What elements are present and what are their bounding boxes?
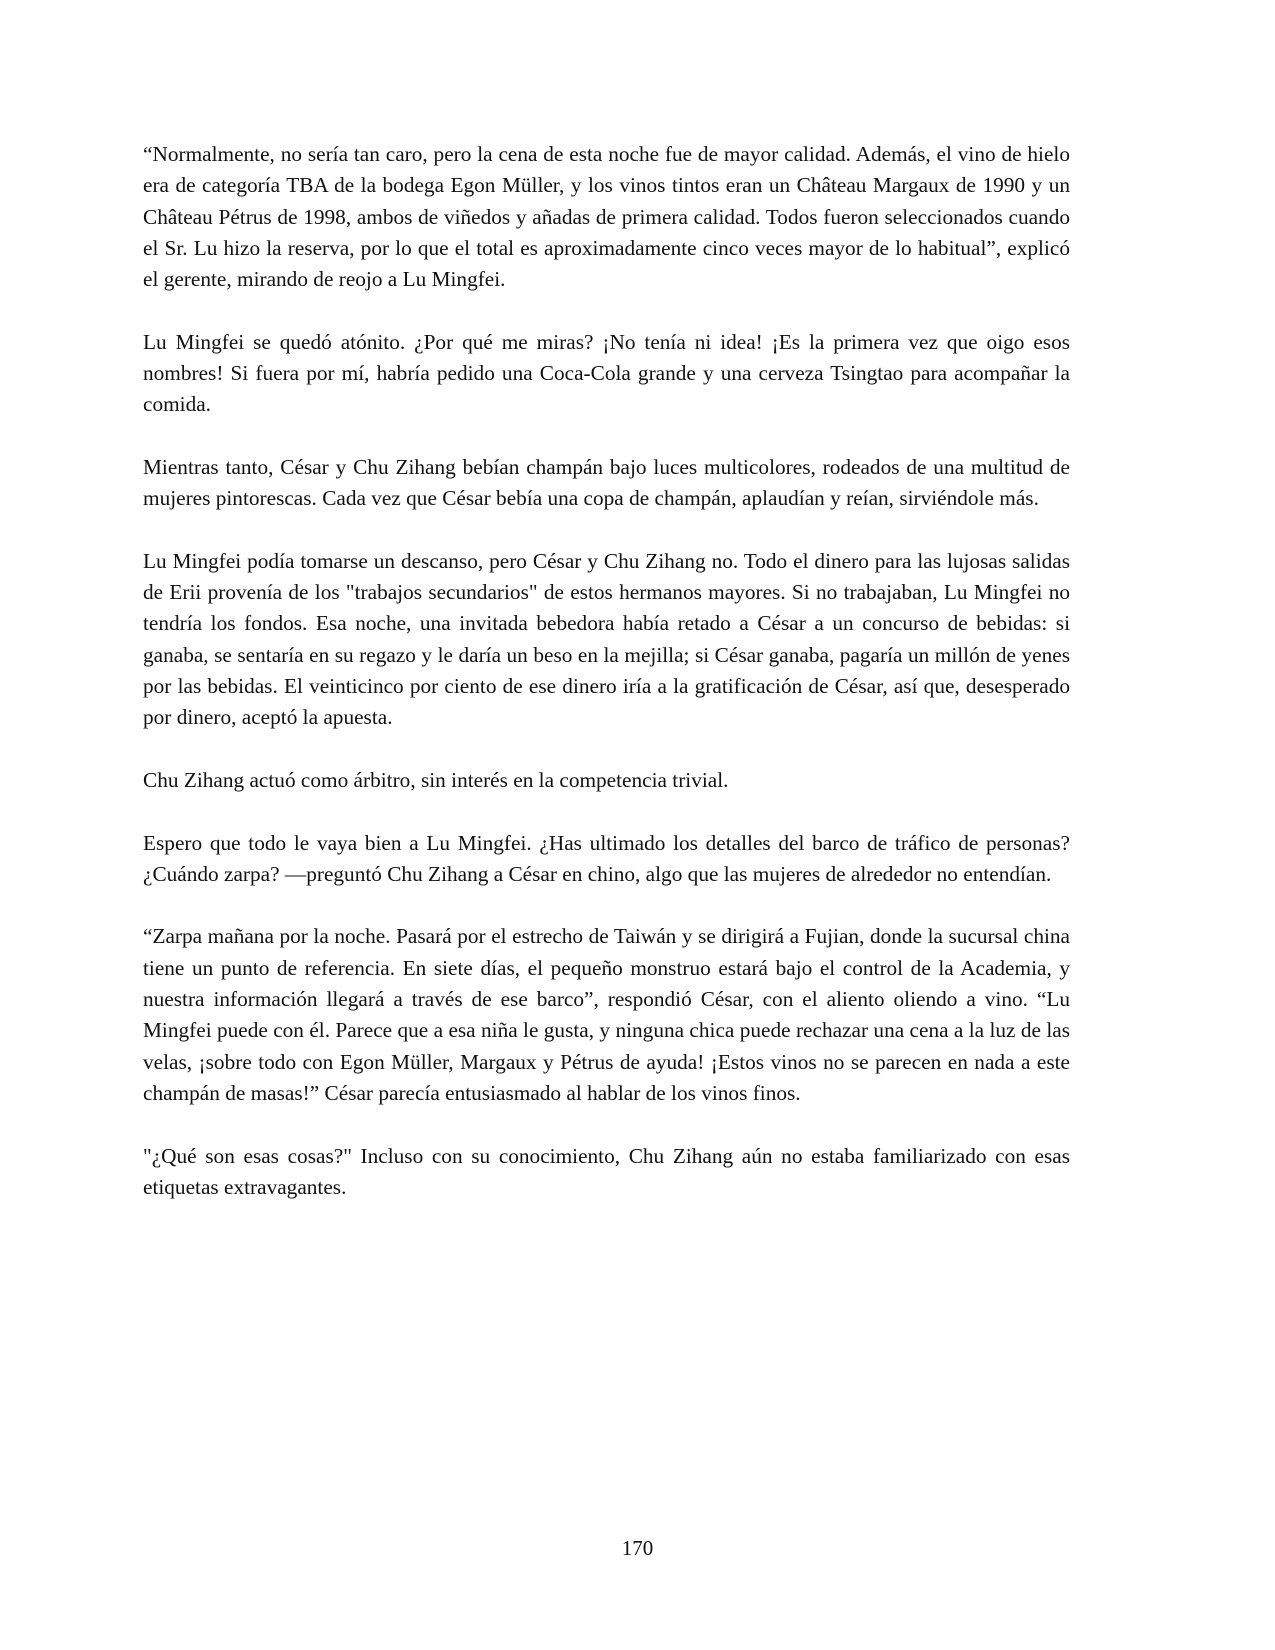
paragraph-5: Chu Zihang actuó como árbitro, sin interés en la competencia trivial. [143,767,729,792]
paragraph-4: Lu Mingfei podía tomarse un descanso, pero César y Chu Zihang no. Todo el dinero para las lujosas salidas de Erii provenía de los "trabajos secundarios" de estos hermanos mayores. Si no trabajaban, Lu Mingfei no tendría los fondos. Esa noche, una invitada bebedora había retado a César a un concurso de bebidas: si ganaba, se sentaría en su regazo y le daría un beso en la mejilla; si César ganaba, pagaría un millón de yenes por las bebidas. El veinticinco por ciento de ese dinero iría a la gratificación de César, así que, desesperado por dinero, aceptó la apuesta. [143,548,1070,730]
page-number: 170 [621,1536,654,1560]
paragraph-8: "¿Qué son esas cosas?" Incluso con su conocimiento, Chu Zihang aún no estaba familiarizado con esas etiquetas extravagantes. [143,1143,1070,1199]
paragraph-7: “Zarpa mañana por la noche. Pasará por el estrecho de Taiwán y se dirigirá a Fujian, donde la sucursal china tiene un punto de referencia. En siete días, el pequeño monstruo estará bajo el control de la Academia, y nuestra información llegará a través de ese barco”, respondió César, con el aliento oliendo a vino. “Lu Mingfei puede con él. Parece que a esa niña le gusta, y ninguna chica puede rechazar una cena a la luz de las velas, ¡sobre todo con Egon Müller, Margaux y Pétrus de ayuda! ¡Estos vinos no se parecen en nada a este champán de masas!” César parecía entusiasmado al hablar de los vinos finos. [143,924,1070,1105]
paragraph-1: “Normalmente, no sería tan caro, pero la cena de esta noche fue de mayor calidad. Además, el vino de hielo era de categoría TBA de la bodega Egon Müller, y los vinos tintos eran un Château Margaux de 1990 y un Château Pétrus de 1998, ambos de viñedos y añadas de primera calidad. Todos fueron seleccionados cuando el Sr. Lu hizo la reserva, por lo que el total es aproximadamente cinco veces mayor de lo habitual”, explicó el gerente, mirando de reojo a Lu Mingfei. [143,142,1070,292]
paragraph-2: Lu Mingfei se quedó atónito. ¿Por qué me miras? ¡No tenía ni idea! ¡Es la primera vez que oigo esos nombres! Si fuera por mí, habría pedido una Coca-Cola grande y una cerveza Tsingtao para acompañar la comida. [143,329,1070,417]
paragraph-6: Espero que todo le vaya bien a Lu Mingfei. ¿Has ultimado los detalles del barco de tráfico de personas? ¿Cuándo zarpa? —preguntó Chu Zihang a César en chino, algo que las mujeres de alrededor no entendían. [143,830,1070,886]
paragraph-3: Mientras tanto, César y Chu Zihang bebían champán bajo luces multicolores, rodeados de una multitud de mujeres pintorescas. Cada vez que César bebía una copa de champán, aplaudían y reían, sirviéndole más. [143,454,1070,511]
page-body [143,139,1070,1234]
